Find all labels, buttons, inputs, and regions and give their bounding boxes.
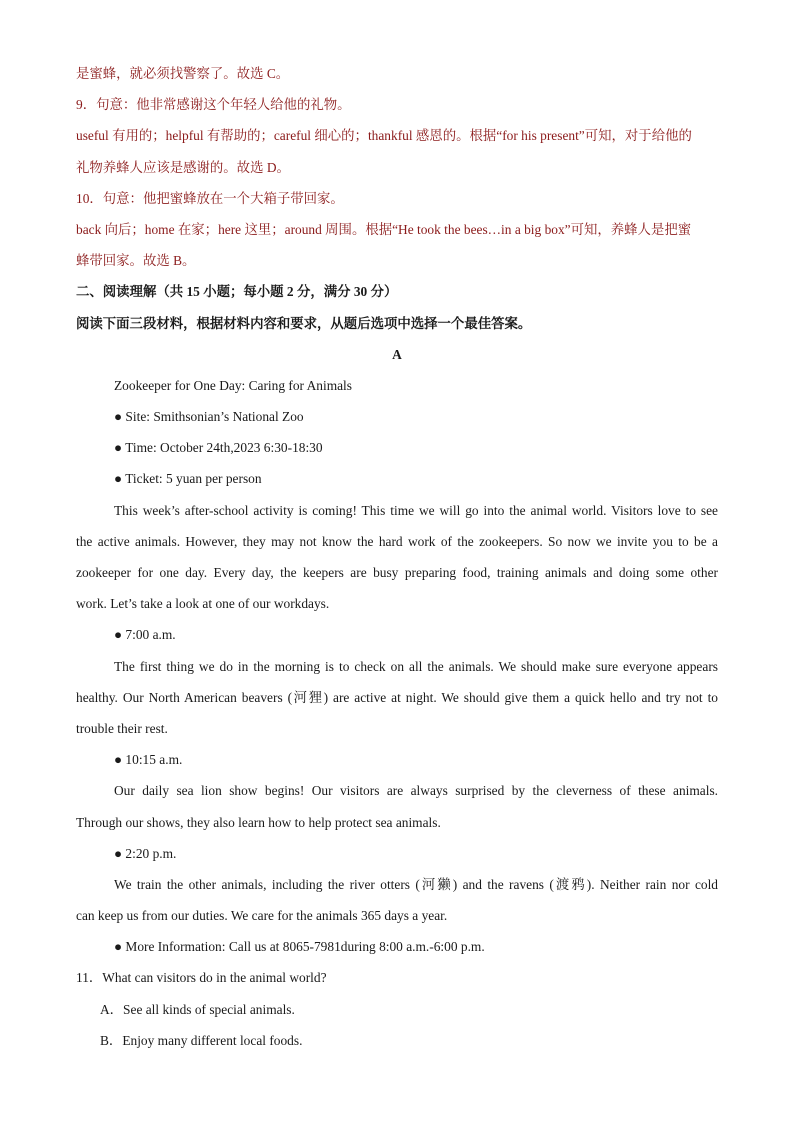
- answer-line: back 向后；home 在家；here 这里；around 周围。根据“He took the bees…in a big box”可知，养蜂人是把蜜: [76, 221, 692, 237]
- time-heading: ● 10:15 a.m.: [114, 752, 183, 768]
- paragraph-line: healthy. Our North American beavers (河狸) are active at night. We should give them a quick hello and try not to: [76, 689, 718, 705]
- answer-line: 是蜜蜂，就必须找警察了。故选 C。: [76, 66, 290, 81]
- answer-line: useful 有用的；helpful 有帮助的；careful 细心的；thankful 感恩的。根据“for his present”可知，对于给他的: [76, 128, 692, 144]
- answer-line: 9．句意：他非常感谢这个年轻人给他的礼物。: [76, 97, 351, 113]
- question-stem: 11．What can visitors do in the animal world?: [76, 970, 327, 986]
- paragraph-line: We train the other animals, including the river otters (河獭) and the ravens (渡鸦). Neither rain nor cold: [114, 876, 718, 892]
- paragraph-line: trouble their rest.: [76, 720, 168, 736]
- passage-label: A: [392, 346, 402, 362]
- paragraph-line: work. Let’s take a look at one of our workdays.: [76, 596, 330, 612]
- question-option: B．Enjoy many different local foods.: [100, 1032, 303, 1048]
- paragraph-line: Our daily sea lion show begins! Our visitors are always surprised by the cleverness of these animals.: [114, 783, 718, 799]
- more-information: ● More Information: Call us at 8065-7981during 8:00 a.m.-6:00 p.m.: [114, 939, 485, 955]
- notice-time: ● Time: October 24th,2023 6:30-18:30: [114, 440, 323, 456]
- section-instruction: 阅读下面三段材料，根据材料内容和要求，从题后选项中选择一个最佳答案。: [76, 315, 532, 331]
- paragraph-line: can keep us from our duties. We care for the animals 365 days a year.: [76, 908, 448, 924]
- paragraph-line: the active animals. However, they may not know the hard work of the zookeepers. So now we invite you to be a: [76, 533, 718, 549]
- answer-line: 礼物养蜂人应该是感谢的。故选 D。: [76, 159, 290, 175]
- notice-title: Zookeeper for One Day: Caring for Animals: [114, 377, 352, 393]
- notice-site: ● Site: Smithsonian’s National Zoo: [114, 409, 304, 425]
- answer-line: 10．句意：他把蜜蜂放在一个大箱子带回家。: [76, 190, 344, 206]
- answer-line: 蜂带回家。故选 B。: [76, 253, 196, 269]
- time-heading: ● 2:20 p.m.: [114, 845, 177, 861]
- paragraph-line: zookeeper for one day. Every day, the keepers are busy preparing food, training animals and doing some other: [76, 565, 718, 580]
- paragraph-line: The first thing we do in the morning is to check on all the animals. We should make sure everyone appears: [114, 658, 718, 674]
- section-title: 二、阅读理解（共 15 小题；每小题 2 分，满分 30 分）: [76, 284, 398, 300]
- paragraph-line: Through our shows, they also learn how to help protect sea animals.: [76, 814, 441, 830]
- notice-ticket: ● Ticket: 5 yuan per person: [114, 471, 262, 487]
- question-option: A．See all kinds of special animals.: [100, 1001, 295, 1017]
- paragraph-line: This week’s after-school activity is coming! This time we will go into the animal world. Visitors love to see: [114, 502, 718, 518]
- time-heading: ● 7:00 a.m.: [114, 627, 176, 643]
